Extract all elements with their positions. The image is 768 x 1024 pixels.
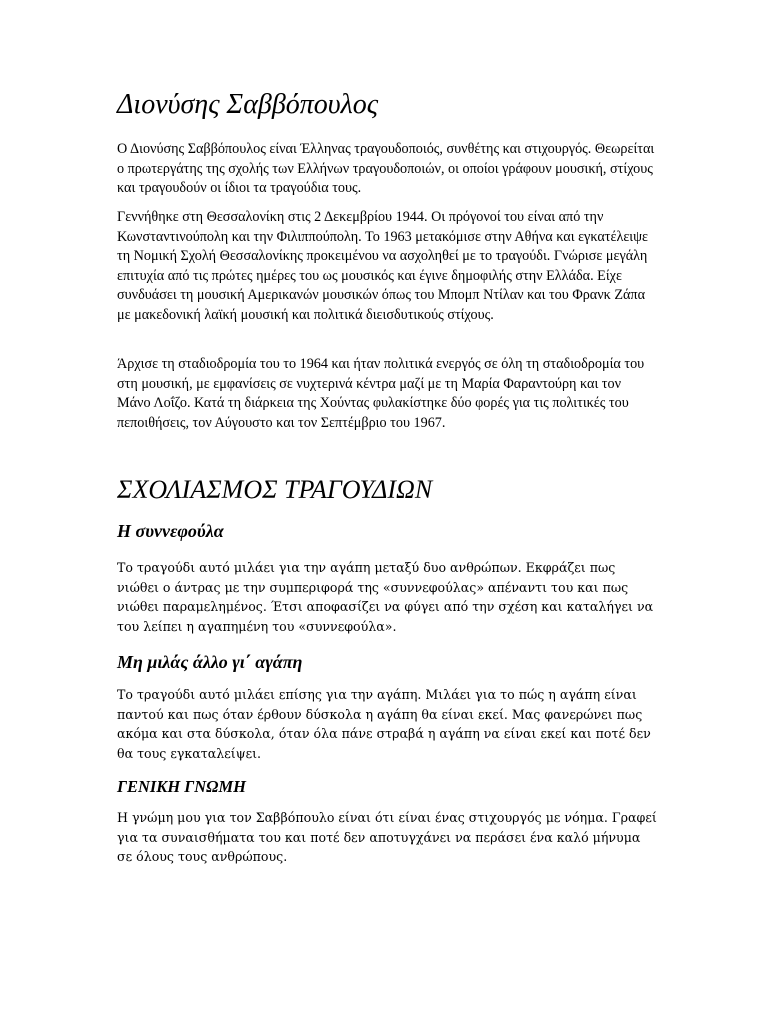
song-commentary-2: Το τραγούδι αυτό μιλάει επίσης για την αγάπη. Μιλάει για το πώς η αγάπη είναι παντού και πως όταν έρθουν δύσκολα η αγάπη θα είναι εκεί. Μας φανερώνει πως ακόμα και στα δύσκολα, όταν όλα πάνε στραβά η αγάπη να είναι εκεί και ποτέ δεν θα τους εγκαταλείψει. xyxy=(117,687,651,762)
section-heading-song-commentary: ΣΧΟΛΙΑΣΜΟΣ ΤΡΑΓΟΥΔΙΩΝ xyxy=(117,475,433,504)
bio-paragraph-3: Άρχισε τη σταδιοδρομία του το 1964 και ήταν πολιτικά ενεργός σε όλη τη σταδιοδρομία του στη μουσική, με εμφανίσεις σε νυχτερινά κέντρα μαζί με τη Μαρία Φαραντούρη και τον Μάνο Λοΐζο. Κατά τη διάρκεια της Χούντας φυλακίστηκε δύο φορές για τις πολιτικές του πεποιθήσεις, τον Αύγουστο και τον Σεπτέμβριο του 1967. xyxy=(117,356,645,431)
bio-paragraph-2: Γεννήθηκε στη Θεσσαλονίκη στις 2 Δεκεμβρίου 1944. Οι πρόγονοί του είναι από την Κωνσταντινούπολη και την Φιλιππούπολη. Το 1963 μετακόμισε στην Αθήνα και εγκατέλειψε τη Νομική Σχολή Θεσσαλονίκης προκειμένου να ασχοληθεί με το τραγούδι. Γνώρισε μεγάλη επιτυχία από τις πρώτες ημέρες του ως μουσικός και έγινε δημοφιλής στην Ελλάδα. Είχε συνδυάσει τη μουσική Αμερικανών μουσικών όπως του Μπομπ Ντίλαν και του Φρανκ Ζάπα με μακεδονική λαϊκή μουσική και πολιτικά διεισδυτικούς στίχους. xyxy=(117,209,648,323)
opinion-text: Η γνώμη μου για τον Σαββόπουλο είναι ότι είναι ένας στιχουργός με νόημα. Γραφεί για τα συναισθήματα του και ποτέ δεν αποτυγχάνει να περάσει ένα καλό μήνυμα σε όλους τους ανθρώπους. xyxy=(117,810,657,865)
opinion-title: ΓΕΝΙΚΗ ΓΝΩΜΗ xyxy=(117,777,246,796)
bio-paragraph-1: Ο Διονύσης Σαββόπουλος είναι Έλληνας τραγουδοποιός, συνθέτης και στιχουργός. Θεωρείται ο πρωτεργάτης της σχολής των Ελλήνων τραγουδοποιών, οι οποίοι γράφουν μουσική, στίχους και τραγουδούν οι ίδιοι τα τραγούδια τους. xyxy=(117,141,655,197)
song-commentary-1: Το τραγούδι αυτό μιλάει για την αγάπη μεταξύ δυο ανθρώπων. Εκφράζει πως νιώθει ο άντρας με την συμπεριφορά της «συννεφούλας» απέναντι του και πως νιώθει παραμελημένος. Έτσι αποφασίζει να φύγει από την σχέση και καταλήγει να του λείπει η αγαπημένη του «συννεφούλα». xyxy=(117,560,654,635)
song-title-1: Η συννεφούλα xyxy=(117,521,224,541)
page-title: Διονύσης Σαββόπουλος xyxy=(117,89,379,120)
song-title-2: Μη μιλάς άλλο γι΄ αγάπη xyxy=(117,652,303,672)
